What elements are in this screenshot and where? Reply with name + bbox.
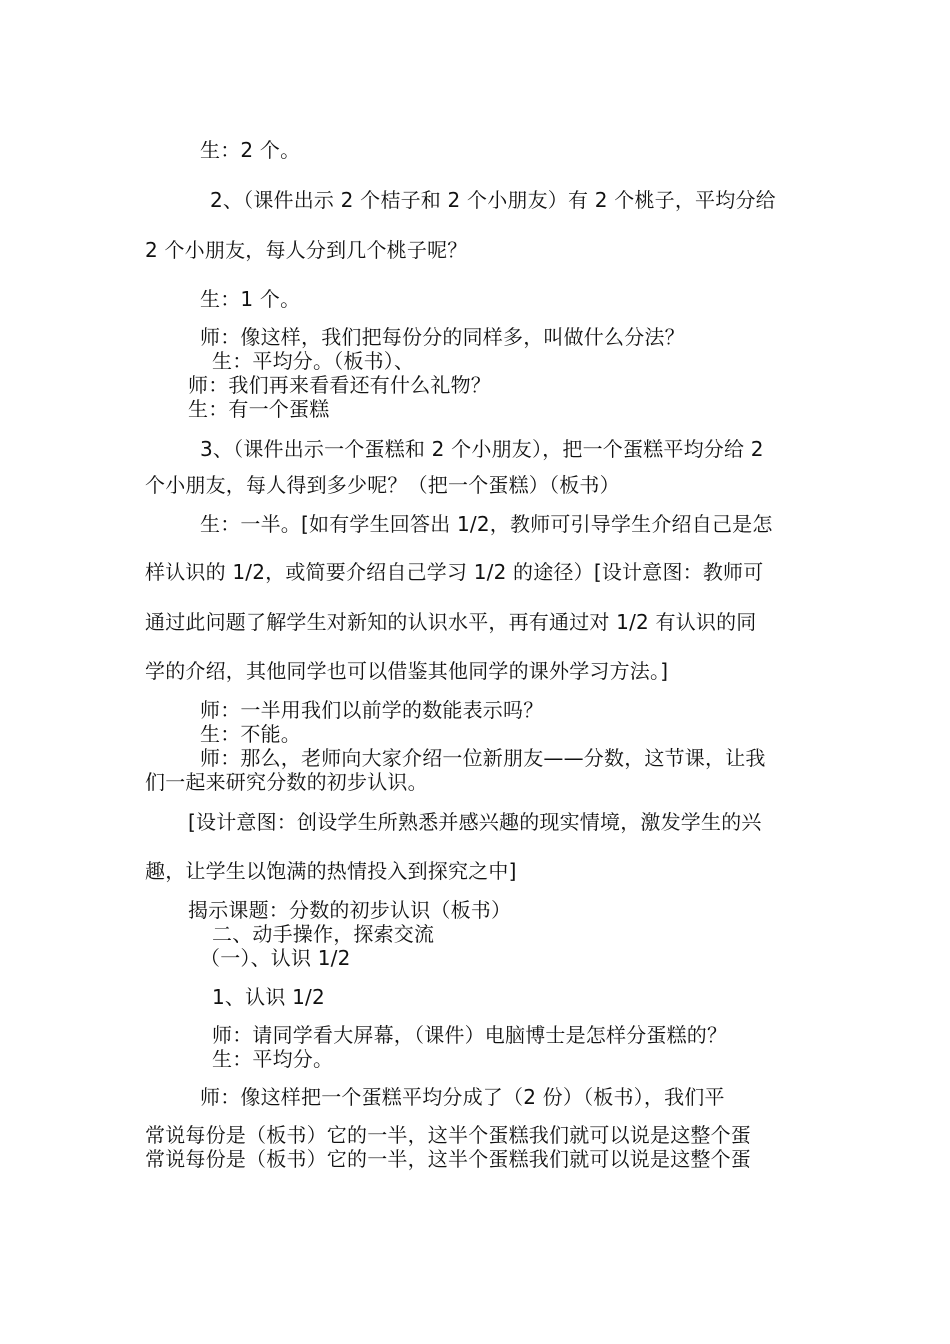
text-line: 常说每份是（板书）它的一半，这半个蛋糕我们就可以说是这整个蛋 bbox=[145, 1147, 751, 1171]
text-line: 揭示课题：分数的初步认识（板书） bbox=[188, 898, 512, 922]
text-line: 师：一半用我们以前学的数能表示吗？ bbox=[200, 698, 544, 722]
text-line: 3、（课件出示一个蛋糕和 2 个小朋友），把一个蛋糕平均分给 2 bbox=[200, 437, 764, 461]
text-line: 1、认识 1/2 bbox=[212, 985, 325, 1009]
text-line: 2 个小朋友，每人分到几个桃子呢？ bbox=[145, 238, 468, 262]
text-line: 通过此问题了解学生对新知的认识水平，再有通过对 1/2 有认识的同 bbox=[145, 610, 757, 634]
text-line: 们一起来研究分数的初步认识。 bbox=[145, 770, 428, 794]
text-line: 师：请同学看大屏幕，（课件）电脑博士是怎样分蛋糕的？ bbox=[212, 1023, 728, 1047]
text-line: 师：那么，老师向大家介绍一位新朋友——分数，这节课，让我 bbox=[200, 746, 766, 770]
text-line: 生：有一个蛋糕 bbox=[188, 397, 330, 421]
text-line: [设计意图：创设学生所熟悉并感兴趣的现实情境，激发学生的兴 bbox=[188, 810, 762, 834]
text-line: 生：不能。 bbox=[200, 722, 301, 746]
text-line: 生：平均分。 bbox=[212, 1047, 334, 1071]
text-line: 2、（课件出示 2 个桔子和 2 个小朋友）有 2 个桃子，平均分给 bbox=[210, 188, 776, 212]
text-line: 学的介绍，其他同学也可以借鉴其他同学的课外学习方法。] bbox=[145, 659, 669, 683]
text-line: 师：像这样把一个蛋糕平均分成了（2 份）（板书），我们平 bbox=[200, 1085, 725, 1109]
text-line: 生：平均分。（板书）、 bbox=[212, 349, 415, 373]
text-line: 常说每份是（板书）它的一半，这半个蛋糕我们就可以说是这整个蛋 bbox=[145, 1123, 751, 1147]
text-line: 师：我们再来看看还有什么礼物？ bbox=[188, 373, 491, 397]
text-line: 生：一半。[如有学生回答出 1/2，教师可引导学生介绍自己是怎 bbox=[200, 512, 773, 536]
text-line: 个小朋友，每人得到多少呢？（把一个蛋糕）（板书） bbox=[145, 473, 620, 497]
text-line: 二、动手操作，探索交流 bbox=[212, 922, 435, 946]
text-line: 师：像这样，我们把每份分的同样多，叫做什么分法？ bbox=[200, 325, 685, 349]
text-line: 生：2 个。 bbox=[200, 138, 301, 162]
text-line: 样认识的 1/2，或简要介绍自己学习 1/2 的途径）[设计意图：教师可 bbox=[145, 560, 764, 584]
text-line: （一）、认识 1/2 bbox=[200, 946, 351, 970]
text-line: 趣，让学生以饱满的热情投入到探究之中] bbox=[145, 859, 517, 883]
text-line: 生：1 个。 bbox=[200, 287, 301, 311]
